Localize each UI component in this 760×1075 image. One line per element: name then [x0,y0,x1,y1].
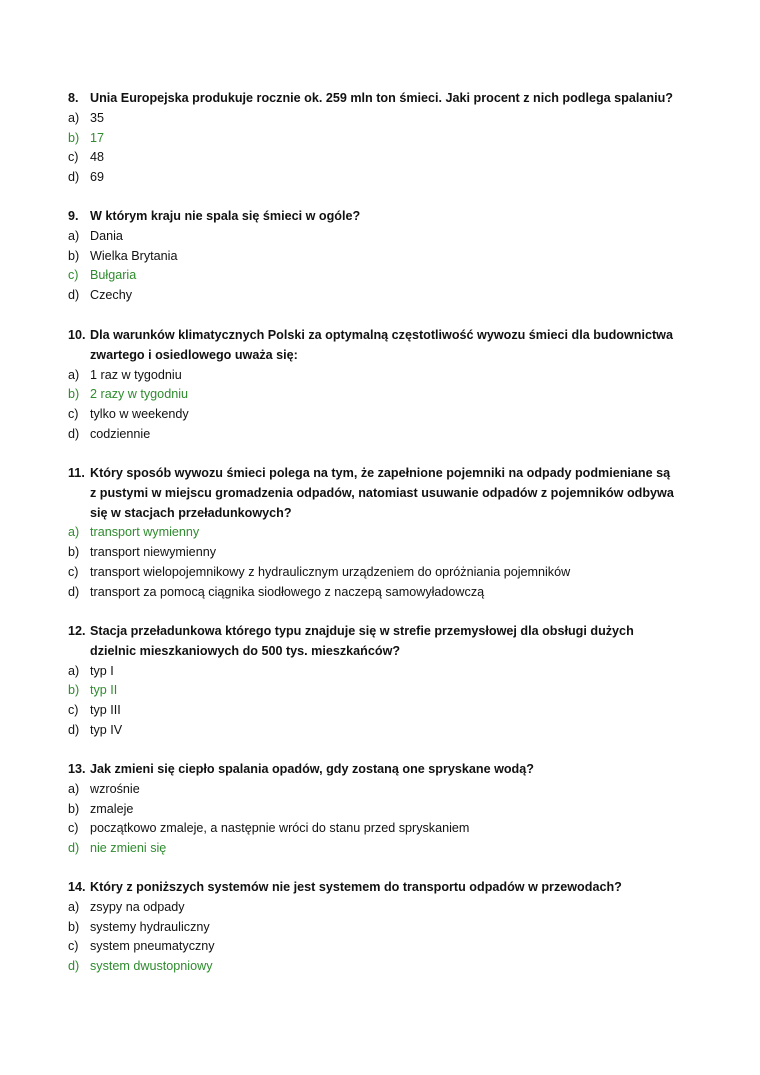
question-10 [68,326,678,445]
answer-letter: b) [68,387,80,402]
answer-text: typ III [90,703,121,718]
answer-letter: a) [68,228,80,243]
answer-a [68,662,678,682]
answer-letter: b) [68,801,80,816]
answer-letter: c) [68,939,79,954]
answer-letter: d) [68,426,80,441]
question-header [68,760,678,780]
answer-text: typ II [90,683,118,698]
question-8 [68,89,678,188]
answer-b [68,247,678,267]
question-header [68,89,678,109]
answer-b [68,918,678,938]
question-text: Który sposób wywozu śmieci polega na tym, że zapełnione pojemniki na odpady podmieniane są z pustymi w miejscu gromadzenia odpadów, natomiast usuwanie odpadów z pojemników odbywa się w stacjach przeładunkowych? [90,466,674,520]
answer-d [68,286,678,306]
question-14 [68,878,678,977]
question-number: 12. [68,624,86,638]
answer-text: transport wymienny [90,525,200,540]
answer-d [68,583,678,603]
answer-text: typ IV [90,722,123,737]
answer-letter: d) [68,722,80,737]
answer-text: 17 [90,130,105,145]
answer-text: 48 [90,150,105,165]
answer-a [68,780,678,800]
question-text: Dla warunków klimatycznych Polski za optymalną częstotliwość wywozu śmieci dla budownictwa zwartego i osiedlowego uważa się: [90,328,673,362]
answer-text: system dwustopniowy [90,959,213,974]
answer-text: codziennie [90,426,151,441]
answer-d-correct [68,957,678,977]
question-header [68,464,678,523]
answer-a [68,366,678,386]
answer-letter: d) [68,584,80,599]
answer-letter: b) [68,545,80,560]
answer-letter: d) [68,170,80,185]
answer-a [68,227,678,247]
answer-b [68,800,678,820]
answer-c [68,701,678,721]
question-number: 11. [68,466,85,480]
answer-a-correct [68,523,678,543]
answer-letter: a) [68,110,80,125]
answer-text: 35 [90,110,105,125]
question-text: W którym kraju nie spala się śmieci w ogóle? [90,209,361,223]
answer-b [68,543,678,563]
question-number: 9. [68,209,79,223]
answer-letter: a) [68,663,80,678]
answer-letter: a) [68,899,80,914]
answer-text: 69 [90,170,105,185]
question-9 [68,207,678,306]
question-text: Unia Europejska produkuje rocznie ok. 259 mln ton śmieci. Jaki procent z nich podlega spalaniu? [90,91,673,105]
question-text: Stacja przeładunkowa którego typu znajduje się w strefie przemysłowej dla obsługi dużych dzielnic mieszkaniowych do 500 tys. mieszkańców? [90,624,634,658]
answer-text: Wielka Brytania [90,248,178,263]
answer-text: zsypy na odpady [90,899,185,914]
answer-letter: d) [68,959,80,974]
answer-c [68,405,678,425]
question-number: 14. [68,880,86,894]
answer-letter: a) [68,367,80,382]
answer-text: transport wielopojemnikowy z hydraulicznym urządzeniem do opróżniania pojemników [90,564,571,579]
answer-letter: c) [68,407,79,422]
answer-b-correct [68,385,678,405]
answer-text: początkowo zmaleje, a następnie wróci do stanu przed spryskaniem [90,821,470,836]
answer-b-correct [68,681,678,701]
question-number: 13. [68,762,86,776]
answer-text: wzrośnie [90,781,140,796]
answer-text: system pneumatyczny [90,939,215,954]
answer-text: systemy hydrauliczny [90,919,210,934]
answer-c [68,937,678,957]
question-12 [68,622,678,741]
answer-text: 1 raz w tygodniu [90,367,182,382]
answer-c [68,819,678,839]
answer-letter: c) [68,564,79,579]
answer-c-correct [68,266,678,286]
answer-text: Bułgaria [90,268,137,283]
answer-letter: b) [68,130,80,145]
question-text: Który z poniższych systemów nie jest systemem do transportu odpadów w przewodach? [90,880,622,894]
question-header [68,207,678,227]
answer-text: Dania [90,228,123,243]
answer-d [68,721,678,741]
answer-letter: d) [68,841,80,856]
answer-a [68,898,678,918]
answer-text: zmaleje [90,801,134,816]
answer-b-correct [68,129,678,149]
question-text: Jak zmieni się ciepło spalania opadów, gdy zostaną one spryskane wodą? [90,762,534,776]
answer-letter: b) [68,683,80,698]
answer-d-correct [68,839,678,859]
answer-letter: c) [68,150,79,165]
answer-text: transport niewymienny [90,545,216,560]
answer-letter: d) [68,288,80,303]
question-number: 8. [68,91,79,105]
answer-a [68,109,678,129]
answer-letter: b) [68,919,80,934]
answer-letter: c) [68,268,79,283]
answer-text: transport za pomocą ciągnika siodłowego z naczepą samowyładowczą [90,584,485,599]
answer-d [68,425,678,445]
answer-letter: a) [68,525,80,540]
answer-d [68,168,678,188]
answer-c [68,148,678,168]
question-13 [68,760,678,859]
answer-text: tylko w weekendy [90,407,189,422]
question-number: 10. [68,328,86,342]
answer-text: typ I [90,663,114,678]
answer-text: 2 razy w tygodniu [90,387,189,402]
question-header [68,326,678,366]
answer-text: nie zmieni się [90,841,167,856]
answer-letter: c) [68,703,79,718]
question-header [68,878,678,898]
question-11 [68,464,678,603]
answer-letter: b) [68,248,80,263]
answer-letter: c) [68,821,79,836]
question-header [68,622,678,662]
answer-text: Czechy [90,288,132,303]
answer-letter: a) [68,781,80,796]
answer-c [68,563,678,583]
